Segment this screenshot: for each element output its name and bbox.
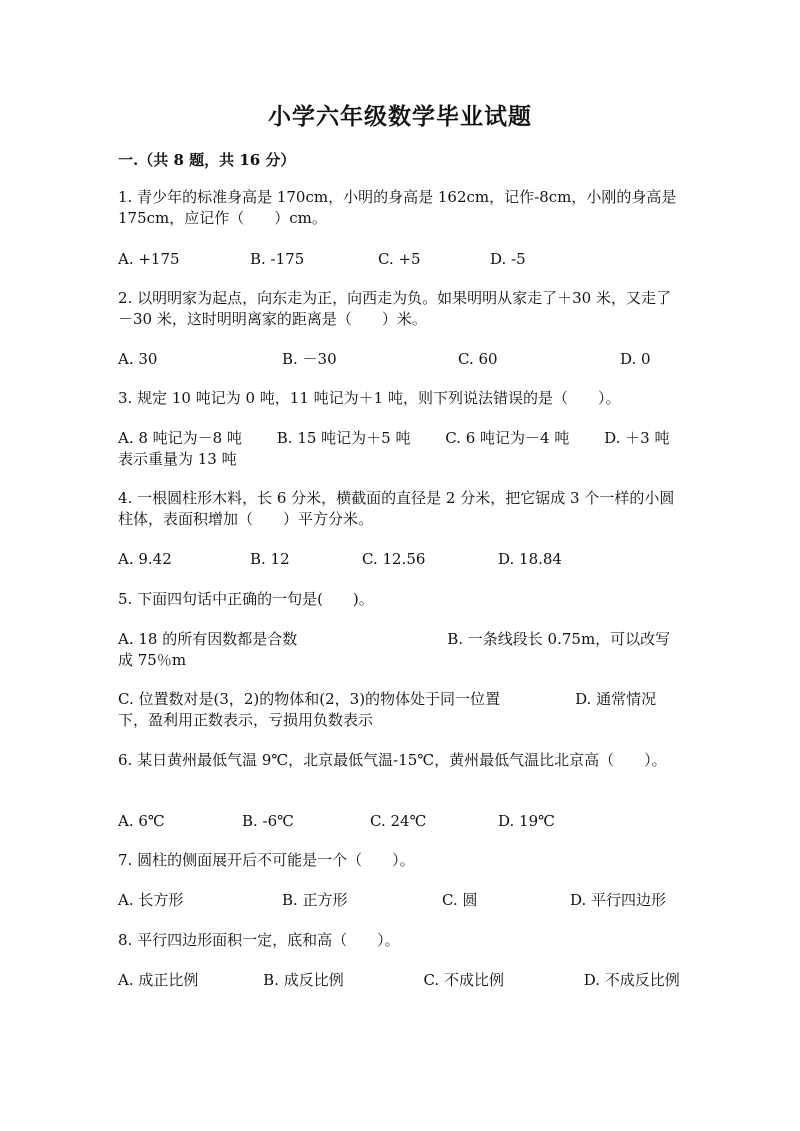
option-a[interactable]: A. +175: [118, 250, 180, 268]
option-a[interactable]: A. 6℃: [118, 812, 165, 830]
option-b[interactable]: B. 12: [250, 550, 290, 568]
question-2: 2. 以明明家为起点，向东走为正，向西走为负。如果明明从家走了＋30 米，又走了－30 米，这时明明离家的距离是（ ）米。: [118, 289, 671, 328]
option-b[interactable]: B. -175: [250, 250, 305, 268]
option-c[interactable]: C. +5: [378, 250, 421, 268]
option-d[interactable]: D. 平行四边形: [570, 891, 667, 909]
option-b[interactable]: B. －30: [282, 350, 337, 368]
question-8: 8. 平行四边形面积一定，底和高（ ）。: [118, 931, 400, 949]
question-6: 6. 某日黄州最低气温 9℃，北京最低气温-15℃，黄州最低气温比北京高（ ）。: [118, 751, 667, 769]
option-d[interactable]: D. -5: [490, 250, 526, 268]
option-c[interactable]: C. 24℃: [370, 812, 427, 830]
question-8-options[interactable]: A. 成正比例 B. 成反比例 C. 不成比例 D. 不成反比例: [118, 971, 680, 989]
option-a[interactable]: A. 长方形: [118, 891, 184, 909]
option-b[interactable]: B. -6℃: [242, 812, 294, 830]
question-3-options[interactable]: A. 8 吨记为－8 吨 B. 15 吨记为＋5 吨 C. 6 吨记为－4 吨 D. ＋3 吨表示重量为 13 吨: [118, 429, 670, 468]
option-c[interactable]: C. 圆: [442, 891, 478, 909]
question-5-options-ab[interactable]: A. 18 的所有因数都是合数 B. 一条线段长 0.75m，可以改写成 75％m: [118, 630, 671, 669]
option-c[interactable]: C. 60: [458, 350, 498, 368]
option-c[interactable]: C. 12.56: [362, 550, 426, 568]
option-d[interactable]: D. 0: [620, 350, 651, 368]
page-title: 小学六年级数学毕业试题: [268, 103, 532, 130]
section-heading: 一.（共 8 题，共 16 分）: [118, 151, 296, 169]
question-7: 7. 圆柱的侧面展开后不可能是一个（ ）。: [118, 851, 415, 869]
question-5-options-cd[interactable]: C. 位置数对是(3，2)的物体和(2，3)的物体处于同一位置 D. 通常情况下，盈利用正数表示，亏损用负数表示: [118, 690, 657, 729]
question-4: 4. 一根圆柱形木料，长 6 分米，横截面的直径是 2 分米，把它锯成 3 个一样的小圆柱体，表面积增加（ ）平方分米。: [118, 489, 675, 528]
question-1: 1. 青少年的标准身高是 170cm，小明的身高是 162cm，记作-8cm，小刚的身高是 175cm，应记作（ ）cm。: [118, 188, 677, 227]
option-a[interactable]: A. 9.42: [118, 550, 172, 568]
question-3: 3. 规定 10 吨记为 0 吨，11 吨记为＋1 吨，则下列说法错误的是（ ）。: [118, 389, 621, 407]
question-5: 5. 下面四句话中正确的一句是( )。: [118, 590, 374, 608]
option-d[interactable]: D. 19℃: [498, 812, 555, 830]
option-b[interactable]: B. 正方形: [282, 891, 348, 909]
option-a[interactable]: A. 30: [118, 350, 158, 368]
option-d[interactable]: D. 18.84: [498, 550, 562, 568]
